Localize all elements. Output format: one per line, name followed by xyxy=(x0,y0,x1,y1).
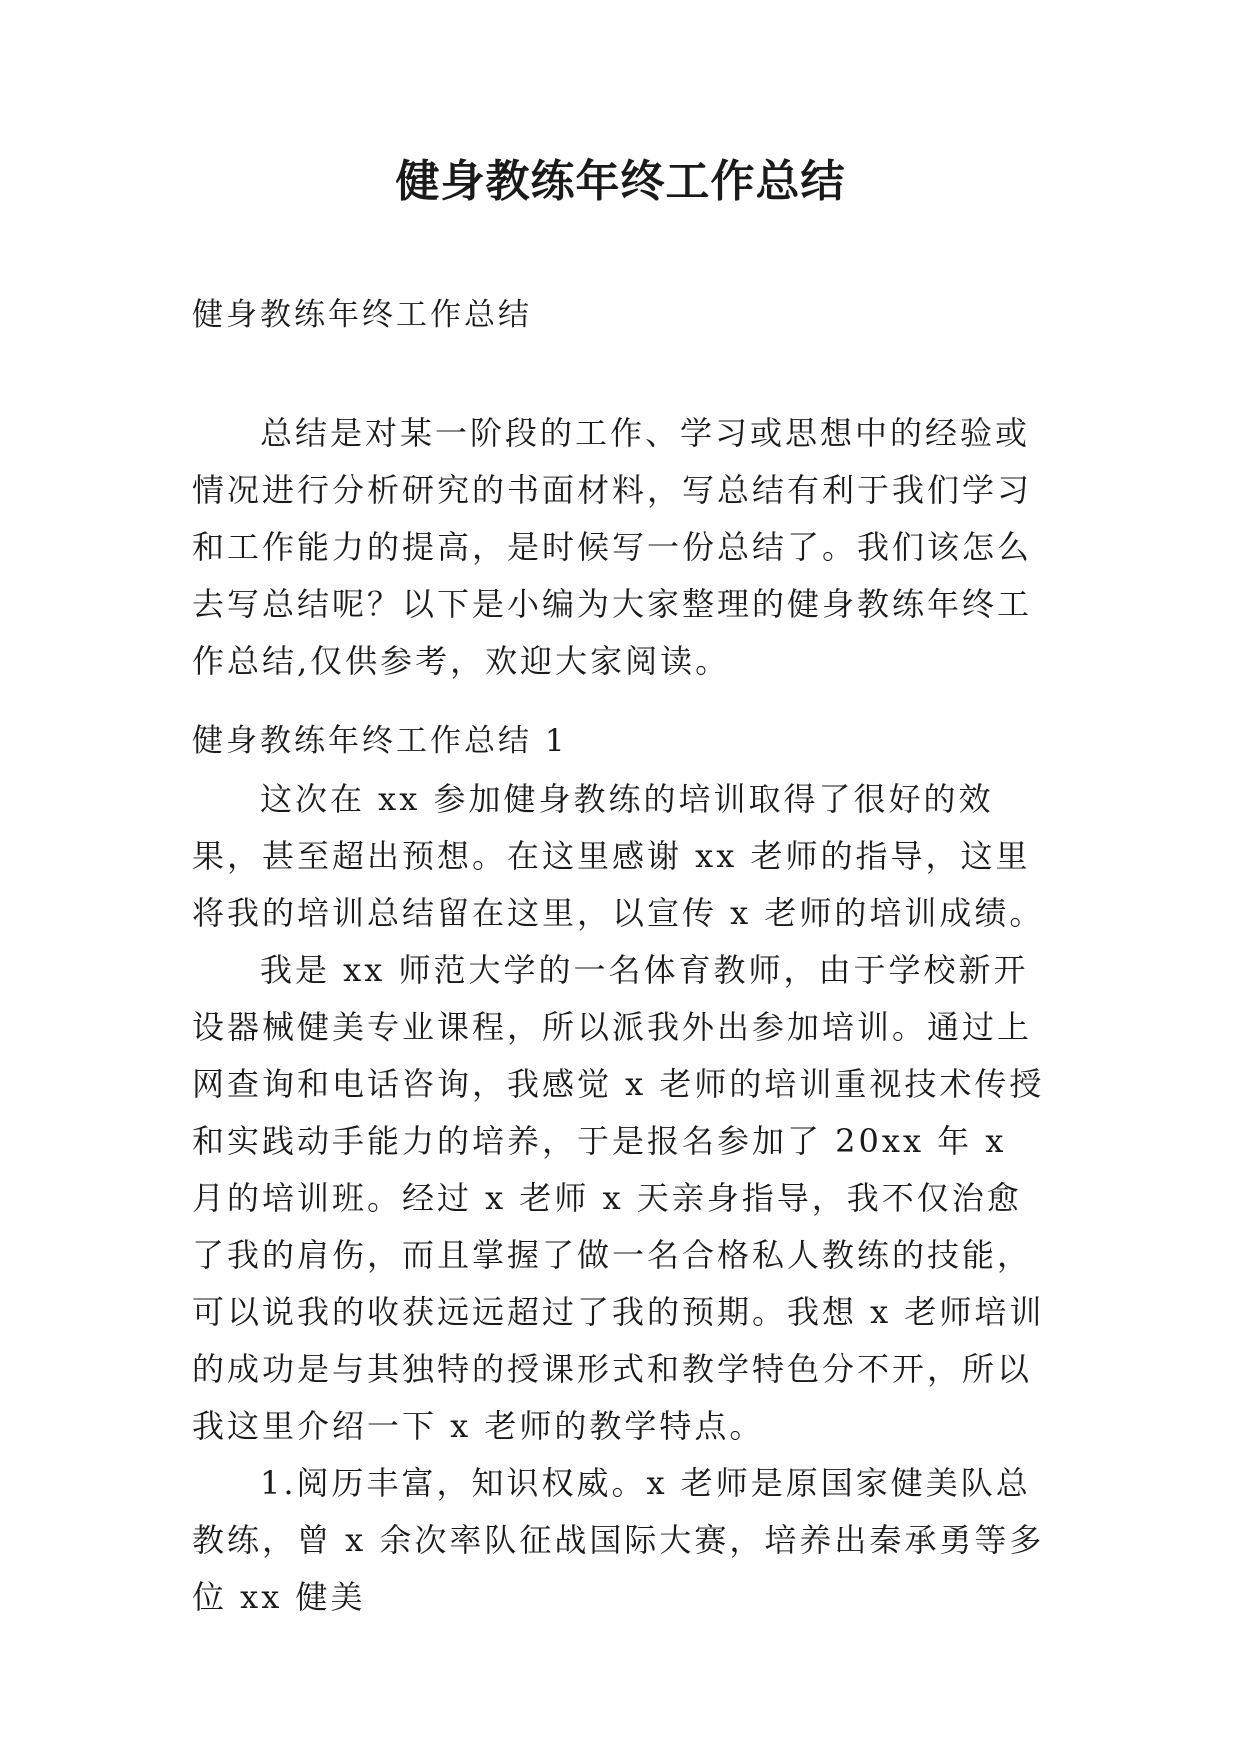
intro-paragraph: 总结是对某一阶段的工作、学习或思想中的经验或情况进行分析研究的书面材料，写总结有利于我们学习和工作能力的提高，是时候写一份总结了。我们该怎么去写总结呢？以下是小编为大家整理的健身教练年终工作总结,仅供参考，欢迎大家阅读。 xyxy=(192,414,1033,680)
body-paragraph: 我是 xx 师范大学的一名体育教师，由于学校新开设器械健美专业课程，所以派我外出参加培训。通过上网查询和电话咨询，我感觉 x 老师的培训重视技术传授和实践动手能力的培养，于是报名参加了 20xx 年 x 月的培训班。经过 x 老师 x 天亲身指导，我不仅治愈了我的肩伤，而且掌握了做一名合格私人教练的技能，可以说我的收获远远超过了我的预期。我想 x 老师培训的成功是与其独特的授课形式和教学特色分不开，所以我这里介绍一下 x 老师的教学特点。 xyxy=(192,951,1045,1445)
body-text xyxy=(192,771,1052,1626)
body-paragraph: 1.阅历丰富，知识权威。x 老师是原国家健美队总教练，曾 x 余次率队征战国际大赛，培养出秦承勇等多位 xx 健美 xyxy=(192,1464,1045,1616)
section-heading: 健身教练年终工作总结 1 xyxy=(192,723,568,759)
document-subtitle: 健身教练年终工作总结 xyxy=(192,297,532,333)
document-title: 健身教练年终工作总结 xyxy=(395,156,846,207)
body-paragraph: 这次在 xx 参加健身教练的培训取得了很好的效果，甚至超出预想。在这里感谢 xx 老师的指导，这里将我的培训总结留在这里，以宣传 x 老师的培训成绩。 xyxy=(192,780,1045,932)
